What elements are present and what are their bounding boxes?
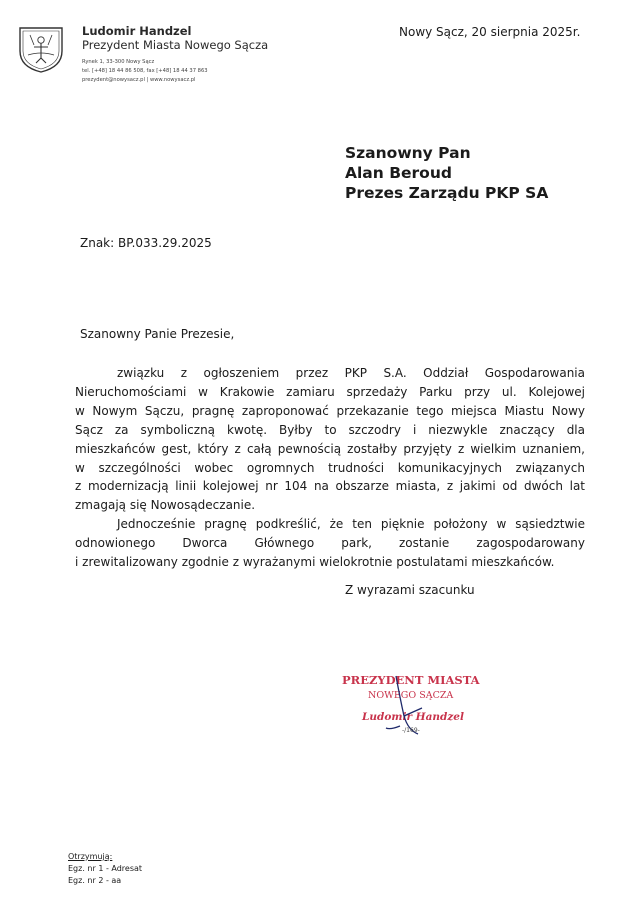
body-line: Sącz za symboliczną kwotę. Byłby to szczodry i niezwykle znaczący dla xyxy=(75,422,585,437)
signature-stamp xyxy=(330,668,500,758)
dateline: Nowy Sącz, 20 sierpnia 2025r. xyxy=(399,25,581,39)
recipient-line-2: Alan Beroud xyxy=(345,164,452,182)
body-line: w szczególności wobec ogromnych trudności komunikacyjnych związanych xyxy=(75,460,585,475)
recipients-heading: Otrzymują: xyxy=(68,852,113,861)
body-line: w Nowym Sączu, pragnę zaproponować przekazanie tego miejsca Miastu Nowy xyxy=(75,403,585,418)
stamp-line-2: NOWEGO SĄCZA xyxy=(368,690,454,701)
body-line: zmagają się Nowosądeczanie. xyxy=(75,498,256,513)
reference-number: Znak: BP.033.29.2025 xyxy=(80,236,212,250)
recipient-item: Egz. nr 1 - Adresat xyxy=(68,864,143,873)
salutation: Szanowny Panie Prezesie, xyxy=(80,327,235,341)
body-line: i zrewitalizowany zgodnie z wyrażanymi wielokrotnie postulatami mieszkańców. xyxy=(75,555,555,570)
stamp-line-1: PREZYDENT MIASTA xyxy=(342,673,480,687)
body-line: z modernizacją linii kolejowej nr 104 na obszarze miasta, z jakimi od dwóch lat xyxy=(75,479,585,494)
body-line: Jednocześnie pragnę podkreślić, że ten pięknie położony w sąsiedztwie xyxy=(117,517,585,532)
sender-name: Ludomir Handzel xyxy=(82,24,192,38)
sender-phone: tel. [+48] 18 44 86 508, fax [+48] 18 44 37 863 xyxy=(82,68,208,74)
body-line: mieszkańców gest, który z całą pewnością zostałby przyjęty z wielkim uznaniem, xyxy=(75,441,585,456)
recipient-line-3: Prezes Zarządu PKP SA xyxy=(345,184,549,202)
sender-address: Rynek 1, 33-300 Nowy Sącz xyxy=(82,59,155,65)
body-line: Nieruchomościami w Krakowie zamiaru sprzedaży Parku przy ul. Kolejowej xyxy=(75,384,585,399)
body-line: odnowionego Dworca Głównego park, zostanie zagospodarowany xyxy=(75,536,585,551)
sender-title: Prezydent Miasta Nowego Sącza xyxy=(82,38,269,52)
body-line: związku z ogłoszeniem przez PKP S.A. Oddział Gospodarowania xyxy=(117,366,585,380)
recipient-item: Egz. nr 2 - aa xyxy=(68,876,122,885)
city-crest-icon xyxy=(16,25,66,73)
stamp-line-3: Ludomir Handzel xyxy=(362,711,464,723)
letter-body xyxy=(75,364,585,572)
sender-contact: prezydent@nowysacz.pl | www.nowysacz.pl xyxy=(82,77,196,83)
closing-phrase: Z wyrazami szacunku xyxy=(345,583,475,597)
recipient-line-1: Szanowny Pan xyxy=(345,144,471,162)
stamp-mark: -/169- xyxy=(402,727,420,734)
